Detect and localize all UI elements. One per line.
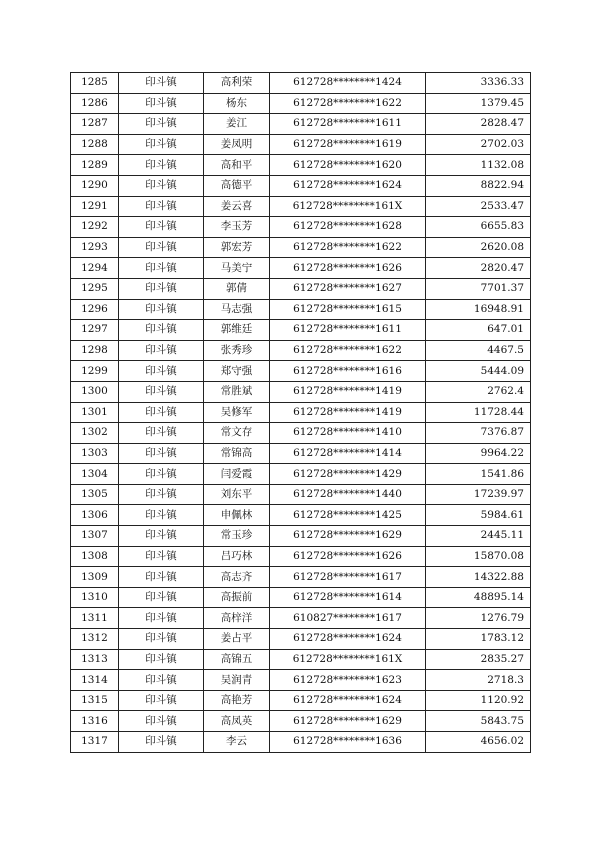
id-number-cell: 612728********1414 [270,443,426,464]
name-cell: 常锦高 [204,443,270,464]
amount-cell: 1276.79 [426,608,531,629]
town-cell: 印斗镇 [119,258,204,279]
table-row [71,93,531,114]
id-number-cell: 612728********1627 [270,278,426,299]
row-number-cell: 1313 [71,649,119,670]
amount-cell: 1120.92 [426,690,531,711]
town-cell: 印斗镇 [119,567,204,588]
table-row [71,629,531,650]
table-row [71,402,531,423]
amount-cell: 3336.33 [426,73,531,94]
row-number-cell: 1297 [71,320,119,341]
table-row [71,340,531,361]
name-cell: 马美宁 [204,258,270,279]
table-row [71,443,531,464]
town-cell: 印斗镇 [119,217,204,238]
town-cell: 印斗镇 [119,175,204,196]
row-number-cell: 1311 [71,608,119,629]
table-row [71,587,531,608]
row-number-cell: 1289 [71,155,119,176]
name-cell: 常文存 [204,423,270,444]
name-cell: 高利荣 [204,73,270,94]
id-number-cell: 612728********1629 [270,526,426,547]
name-cell: 郭宏芳 [204,237,270,258]
amount-cell: 2820.47 [426,258,531,279]
town-cell: 印斗镇 [119,505,204,526]
id-number-cell: 612728********1614 [270,587,426,608]
amount-cell: 7701.37 [426,278,531,299]
amount-cell: 17239.97 [426,484,531,505]
row-number-cell: 1301 [71,402,119,423]
name-cell: 吴润青 [204,670,270,691]
table-row [71,423,531,444]
town-cell: 印斗镇 [119,464,204,485]
amount-cell: 11728.44 [426,402,531,423]
name-cell: 姜占平 [204,629,270,650]
id-number-cell: 612728********1616 [270,361,426,382]
town-cell: 印斗镇 [119,402,204,423]
name-cell: 吴修军 [204,402,270,423]
town-cell: 印斗镇 [119,299,204,320]
amount-cell: 9964.22 [426,443,531,464]
id-number-cell: 612728********1611 [270,320,426,341]
table-row [71,278,531,299]
amount-cell: 5444.09 [426,361,531,382]
town-cell: 印斗镇 [119,114,204,135]
table-row [71,175,531,196]
amount-cell: 48895.14 [426,587,531,608]
row-number-cell: 1293 [71,237,119,258]
row-number-cell: 1308 [71,546,119,567]
name-cell: 刘东平 [204,484,270,505]
row-number-cell: 1316 [71,711,119,732]
name-cell: 杨东 [204,93,270,114]
id-number-cell: 612728********1622 [270,93,426,114]
id-number-cell: 612728********161X [270,649,426,670]
town-cell: 印斗镇 [119,155,204,176]
town-cell: 印斗镇 [119,629,204,650]
town-cell: 印斗镇 [119,587,204,608]
town-cell: 印斗镇 [119,73,204,94]
amount-cell: 5843.75 [426,711,531,732]
town-cell: 印斗镇 [119,361,204,382]
amount-cell: 14322.88 [426,567,531,588]
amount-cell: 647.01 [426,320,531,341]
amount-cell: 2620.08 [426,237,531,258]
amount-cell: 8822.94 [426,175,531,196]
name-cell: 李玉芳 [204,217,270,238]
town-cell: 印斗镇 [119,93,204,114]
id-number-cell: 612728********1410 [270,423,426,444]
amount-cell: 4467.5 [426,340,531,361]
amount-cell: 7376.87 [426,423,531,444]
id-number-cell: 612728********1419 [270,402,426,423]
town-cell: 印斗镇 [119,670,204,691]
id-number-cell: 612728********1429 [270,464,426,485]
table-row [71,361,531,382]
row-number-cell: 1295 [71,278,119,299]
town-cell: 印斗镇 [119,340,204,361]
table-row [71,134,531,155]
row-number-cell: 1296 [71,299,119,320]
table-row [71,484,531,505]
table-row [71,732,531,753]
row-number-cell: 1291 [71,196,119,217]
row-number-cell: 1298 [71,340,119,361]
amount-cell: 1541.86 [426,464,531,485]
row-number-cell: 1286 [71,93,119,114]
table-row [71,299,531,320]
row-number-cell: 1290 [71,175,119,196]
row-number-cell: 1294 [71,258,119,279]
row-number-cell: 1309 [71,567,119,588]
row-number-cell: 1300 [71,381,119,402]
name-cell: 马志强 [204,299,270,320]
id-number-cell: 610827********1617 [270,608,426,629]
row-number-cell: 1315 [71,690,119,711]
town-cell: 印斗镇 [119,690,204,711]
town-cell: 印斗镇 [119,526,204,547]
name-cell: 姜云喜 [204,196,270,217]
table-row [71,155,531,176]
table-row [71,567,531,588]
table-row [71,649,531,670]
town-cell: 印斗镇 [119,320,204,341]
table-row [71,546,531,567]
name-cell: 姜江 [204,114,270,135]
table-row [71,196,531,217]
name-cell: 高艳芳 [204,690,270,711]
id-number-cell: 612728********1440 [270,484,426,505]
row-number-cell: 1288 [71,134,119,155]
amount-cell: 2835.27 [426,649,531,670]
row-number-cell: 1307 [71,526,119,547]
name-cell: 郑守强 [204,361,270,382]
town-cell: 印斗镇 [119,608,204,629]
id-number-cell: 612728********1624 [270,175,426,196]
id-number-cell: 612728********1611 [270,114,426,135]
amount-cell: 1783.12 [426,629,531,650]
amount-cell: 2762.4 [426,381,531,402]
town-cell: 印斗镇 [119,484,204,505]
row-number-cell: 1285 [71,73,119,94]
town-cell: 印斗镇 [119,196,204,217]
amount-cell: 1379.45 [426,93,531,114]
amount-cell: 6655.83 [426,217,531,238]
name-cell: 申佩林 [204,505,270,526]
table-row [71,114,531,135]
name-cell: 常玉珍 [204,526,270,547]
amount-cell: 15870.08 [426,546,531,567]
row-number-cell: 1302 [71,423,119,444]
town-cell: 印斗镇 [119,443,204,464]
name-cell: 郭维廷 [204,320,270,341]
name-cell: 张秀珍 [204,340,270,361]
town-cell: 印斗镇 [119,423,204,444]
amount-cell: 2718.3 [426,670,531,691]
id-number-cell: 612728********1622 [270,340,426,361]
amount-cell: 2445.11 [426,526,531,547]
id-number-cell: 612728********1624 [270,629,426,650]
table-row [71,73,531,94]
row-number-cell: 1312 [71,629,119,650]
name-cell: 高志齐 [204,567,270,588]
table-body [71,73,531,753]
name-cell: 吕巧林 [204,546,270,567]
row-number-cell: 1303 [71,443,119,464]
row-number-cell: 1310 [71,587,119,608]
id-number-cell: 612728********1419 [270,381,426,402]
table-row [71,670,531,691]
amount-cell: 2828.47 [426,114,531,135]
id-number-cell: 612728********1424 [270,73,426,94]
name-cell: 高德平 [204,175,270,196]
amount-cell: 4656.02 [426,732,531,753]
town-cell: 印斗镇 [119,237,204,258]
table-row [71,608,531,629]
id-number-cell: 612728********1622 [270,237,426,258]
table-row [71,381,531,402]
amount-cell: 16948.91 [426,299,531,320]
row-number-cell: 1299 [71,361,119,382]
row-number-cell: 1314 [71,670,119,691]
id-number-cell: 612728********1619 [270,134,426,155]
id-number-cell: 612728********1636 [270,732,426,753]
name-cell: 高锦五 [204,649,270,670]
name-cell: 闫爱霞 [204,464,270,485]
town-cell: 印斗镇 [119,711,204,732]
table-row [71,258,531,279]
id-number-cell: 612728********161X [270,196,426,217]
id-number-cell: 612728********1624 [270,690,426,711]
id-number-cell: 612728********1425 [270,505,426,526]
town-cell: 印斗镇 [119,134,204,155]
id-number-cell: 612728********1615 [270,299,426,320]
table-row [71,320,531,341]
amount-cell: 2533.47 [426,196,531,217]
row-number-cell: 1292 [71,217,119,238]
town-cell: 印斗镇 [119,732,204,753]
amount-cell: 1132.08 [426,155,531,176]
table-row [71,711,531,732]
town-cell: 印斗镇 [119,381,204,402]
name-cell: 常胜斌 [204,381,270,402]
town-cell: 印斗镇 [119,649,204,670]
name-cell: 郭倩 [204,278,270,299]
row-number-cell: 1304 [71,464,119,485]
table-row [71,505,531,526]
name-cell: 高振前 [204,587,270,608]
id-number-cell: 612728********1626 [270,546,426,567]
town-cell: 印斗镇 [119,546,204,567]
id-number-cell: 612728********1623 [270,670,426,691]
id-number-cell: 612728********1629 [270,711,426,732]
table-row [71,464,531,485]
table-row [71,237,531,258]
table-row [71,217,531,238]
name-cell: 姜凤明 [204,134,270,155]
amount-cell: 5984.61 [426,505,531,526]
name-cell: 高和平 [204,155,270,176]
name-cell: 高梓洋 [204,608,270,629]
amount-cell: 2702.03 [426,134,531,155]
data-table [70,72,531,753]
table-row [71,526,531,547]
id-number-cell: 612728********1626 [270,258,426,279]
row-number-cell: 1306 [71,505,119,526]
name-cell: 高凤英 [204,711,270,732]
row-number-cell: 1305 [71,484,119,505]
id-number-cell: 612728********1620 [270,155,426,176]
table-row [71,690,531,711]
row-number-cell: 1287 [71,114,119,135]
id-number-cell: 612728********1617 [270,567,426,588]
town-cell: 印斗镇 [119,278,204,299]
id-number-cell: 612728********1628 [270,217,426,238]
name-cell: 李云 [204,732,270,753]
row-number-cell: 1317 [71,732,119,753]
